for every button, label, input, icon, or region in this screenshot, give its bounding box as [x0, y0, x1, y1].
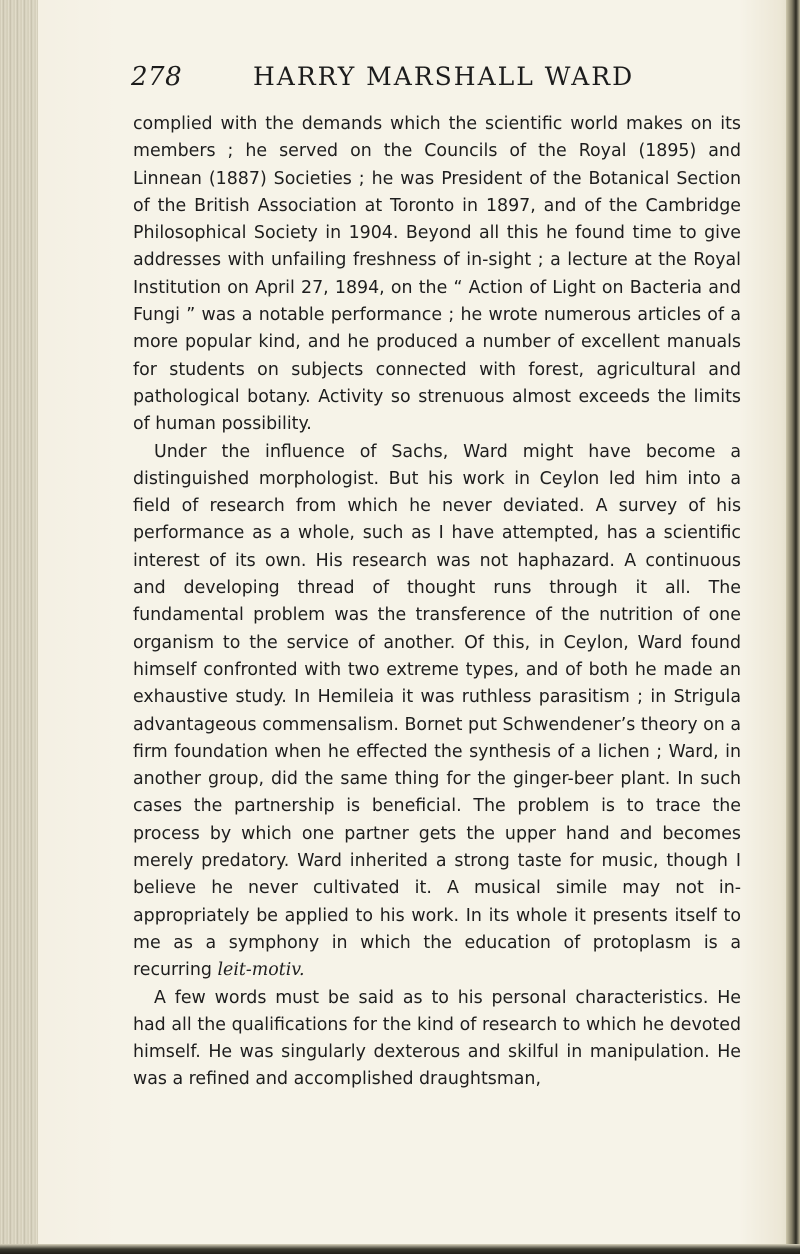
paragraph-1: complied with the demands which the scientific world makes on its members ; he served on the Councils of the Royal (1895) and Linnean (1887) Societies ; he was President of the Botanical Section of the British Association at Toronto in 1897, and of the Cambridge Philosophical Society in 1904. Beyond all this he found time to give addresses with unfailing freshness of in-sight ; a lecture at the Royal Institution on April 27, 1894, on the “ Action of Light on Bacteria and Fungi ” was a notable performance ; he wrote numerous articles of a more popular kind, and he produced a number of excellent manuals for students on subjects connected with forest, agricultural and pathological botany. Activity so strenuous almost exceeds the limits of human possibility. [133, 114, 741, 435]
paragraph-2-text: Under the influence of Sachs, Ward might have become a distinguished morphologist. But his work in Ceylon led him into a field of research from which he never deviated. A survey of his performance as a whole, such as I have attempted, has a scientific interest of its own. His research was not haphazard. A continuous and developing thread of thought runs through it all. The fundamental problem was the transference of the nutrition of one organism to the service of another. Of this, in Ceylon, Ward found himself confronted with two extreme types, and of both he made an exhaustive study. In Hemileia it was ruthless parasitism ; in Strigula advantageous commensalism. Bornet put Schwendener’s theory on a firm foundation when he effected the synthesis of a lichen ; Ward, in another group, did the same thing for the ginger-beer plant. In such cases the partnership is beneficial. The problem is to trace the process by which one partner gets the upper hand and becomes merely predatory. Ward inherited a strong taste for music, though I believe he never cultivated it. A musical simile may not in-appropriately be applied to his work. In its whole it presents itself to me as a symphony in which the education of protoplasm is a recurring [133, 441, 741, 981]
leit-motiv-term: leit-motiv. [217, 960, 305, 981]
body-text [133, 111, 741, 1094]
binding-gutter [0, 0, 38, 1254]
page-edge-right [786, 0, 800, 1254]
running-head: HARRY MARSHALL WARD [253, 62, 635, 91]
paragraph-2 [133, 439, 741, 985]
page-number: 278 [131, 62, 183, 92]
paragraph-3: A few words must be said as to his personal characteristics. He had all the qualifications for the kind of research to which he devoted himself. He was singularly dexterous and skilful in manipulation. He was a refined and accomplished draughtsman, [133, 987, 741, 1090]
page-header [131, 62, 731, 98]
page-edge-bottom [0, 1244, 800, 1254]
